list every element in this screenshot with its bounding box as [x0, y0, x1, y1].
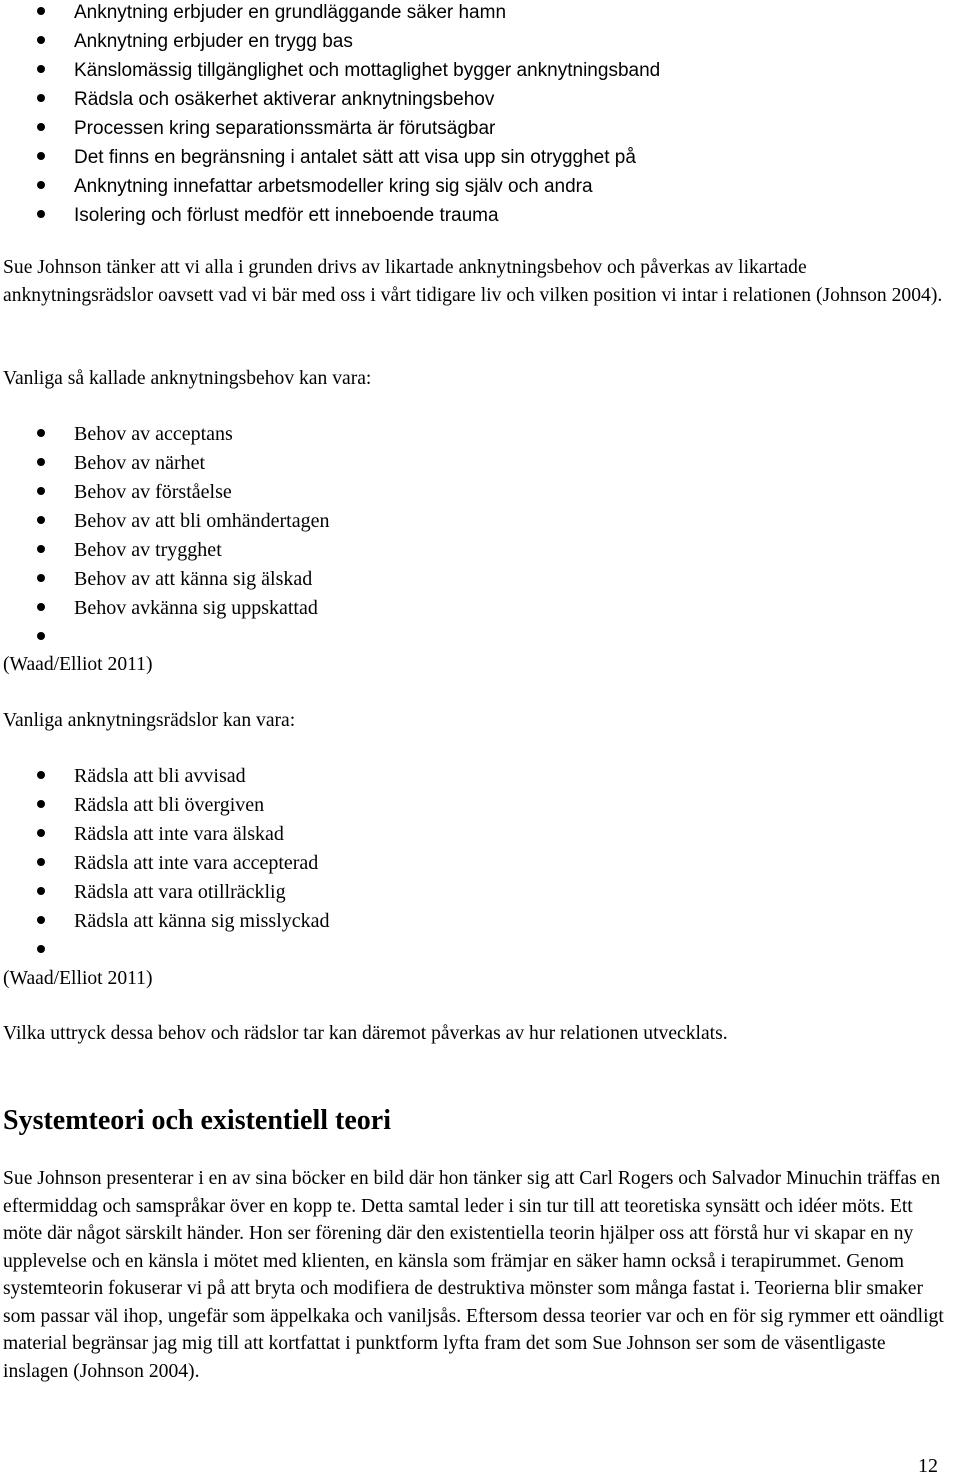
list-item: Det finns en begränsning i antalet sätt att visa upp sin otrygghet på	[0, 145, 950, 174]
list-item	[0, 938, 950, 958]
list-item: Processen kring separationssmärta är förutsägbar	[0, 116, 950, 145]
list-item: Behov av trygghet	[0, 538, 950, 567]
bullet-icon	[37, 858, 45, 866]
list-item: Rädsla och osäkerhet aktiverar anknytningsbehov	[0, 87, 950, 116]
bullet-icon	[37, 94, 45, 102]
bullet-icon	[37, 152, 45, 160]
list-item: Isolering och förlust medför ett inneboende trauma	[0, 203, 950, 232]
bullet-icon	[37, 487, 45, 495]
page-number: 12	[918, 1455, 938, 1477]
list-item	[0, 625, 950, 645]
bullet-icon	[37, 181, 45, 189]
closing-line: Vilka uttryck dessa behov och rädslor tar kan däremot påverkas av hur relationen utvecklats.	[3, 1023, 728, 1044]
list-item: Anknytning innefattar arbetsmodeller kring sig själv och andra	[0, 174, 950, 203]
johnson-paragraph: Sue Johnson tänker att vi alla i grunden drivs av likartade anknytningsbehov och påverkas av likartade anknytningsrädslor oavsett vad vi bär med oss i vårt tidigare liv och vilken position vi intar i relationen (Johnson 2004).	[3, 257, 943, 306]
fears-citation: (Waad/Elliot 2011)	[3, 968, 153, 989]
list-item: Behov av att känna sig älskad	[0, 567, 950, 596]
list-item: Rädsla att bli avvisad	[0, 764, 950, 793]
bullet-icon	[37, 829, 45, 837]
list-item: Anknytning erbjuder en trygg bas	[0, 29, 950, 58]
bullet-icon	[37, 65, 45, 73]
list-item: Rädsla att inte vara accepterad	[0, 851, 950, 880]
list-item: Anknytning erbjuder en grundläggande säker hamn	[0, 0, 950, 29]
bullet-icon	[37, 210, 45, 218]
needs-intro: Vanliga så kallade anknytningsbehov kan vara:	[3, 368, 372, 389]
bullet-icon	[37, 916, 45, 924]
bullet-icon	[37, 603, 45, 611]
list-item: Behov av förståelse	[0, 480, 950, 509]
bullet-icon	[37, 945, 45, 953]
list-item: Behov av att bli omhändertagen	[0, 509, 950, 538]
list-item: Rädsla att bli övergiven	[0, 793, 950, 822]
section-heading: Systemteori och existentiell teori	[3, 1105, 391, 1136]
intro-bullet-list	[0, 0, 950, 232]
bullet-icon	[37, 458, 45, 466]
list-item: Behov av acceptans	[0, 422, 950, 451]
list-item: Rädsla att inte vara älskad	[0, 822, 950, 851]
bullet-icon	[37, 429, 45, 437]
bullet-icon	[37, 887, 45, 895]
bullet-icon	[37, 632, 45, 640]
bullet-icon	[37, 516, 45, 524]
bullet-icon	[37, 574, 45, 582]
fears-bullet-list	[0, 764, 950, 958]
needs-citation: (Waad/Elliot 2011)	[3, 654, 153, 675]
bullet-icon	[37, 771, 45, 779]
list-item: Behov avkänna sig uppskattad	[0, 596, 950, 625]
bullet-icon	[37, 7, 45, 15]
bullet-icon	[37, 123, 45, 131]
list-item: Rädsla att känna sig misslyckad	[0, 909, 950, 938]
needs-bullet-list	[0, 422, 950, 645]
fears-intro: Vanliga anknytningsrädslor kan vara:	[3, 710, 296, 731]
list-item: Behov av närhet	[0, 451, 950, 480]
bullet-icon	[37, 545, 45, 553]
bullet-icon	[37, 36, 45, 44]
section-body: Sue Johnson presenterar i en av sina böcker en bild där hon tänker sig att Carl Rogers och Salvador Minuchin träffas en eftermiddag och samspråkar över en kopp te. Detta samtal leder i sin tur till att teoretiska synsätt och idéer möts. Ett möte där något särskilt händer. Hon ser förening där den existentiella teorin hjälper oss att förstå hur vi skapar en ny upplevelse och en känsla i mötet med klienten, en känsla som främjar en säker hamn också i terapirummet. Genom systemteorin fokuserar vi på att bryta och modifiera de destruktiva mönster som många fastat i. Teorierna blir smaker som passar väl ihop, ungefär som äppelkaka och vaniljsås. Eftersom dessa teorier var och en för sig rymmer ett oändligt material begränsar jag mig till att kortfattat i punktform lyfta fram det som Sue Johnson ser som de väsentligaste inslagen (Johnson 2004).	[3, 1168, 944, 1382]
list-item: Känslomässig tillgänglighet och mottaglighet bygger anknytningsband	[0, 58, 950, 87]
list-item: Rädsla att vara otillräcklig	[0, 880, 950, 909]
bullet-icon	[37, 800, 45, 808]
